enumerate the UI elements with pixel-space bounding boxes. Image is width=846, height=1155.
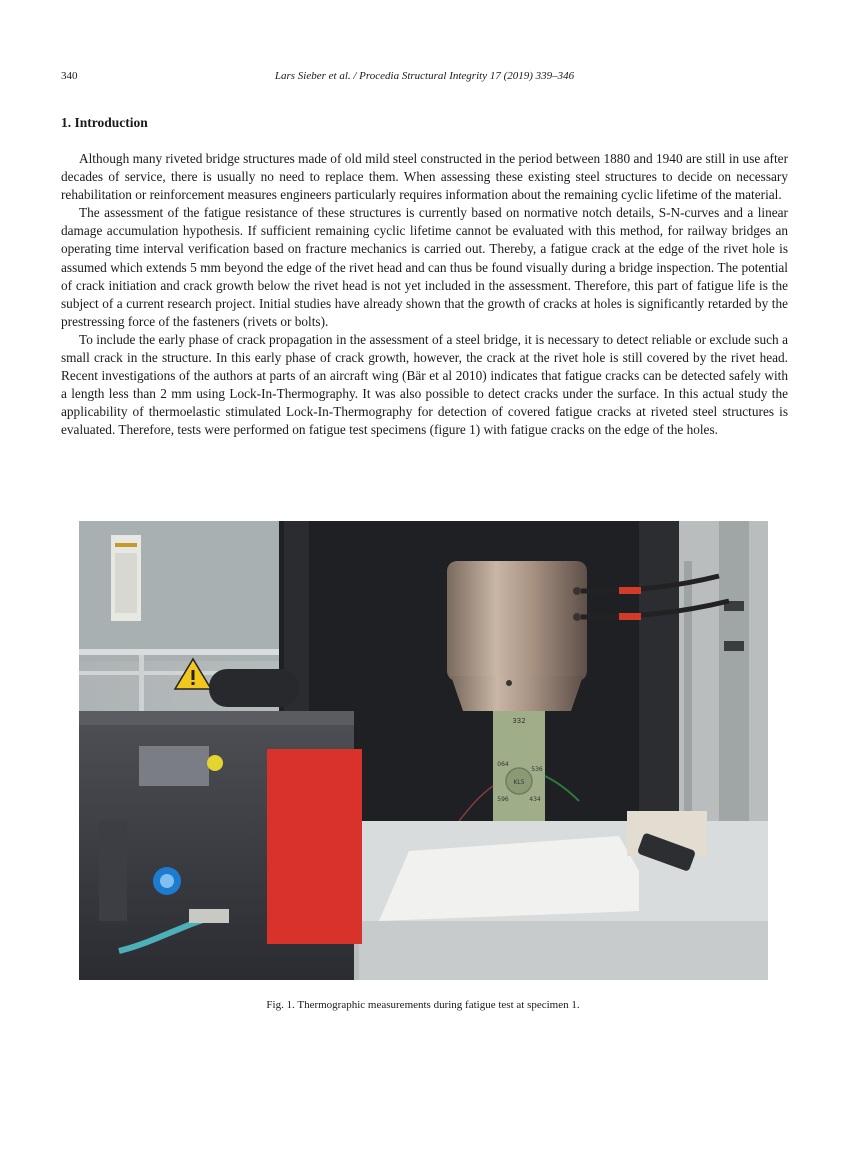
railing <box>79 649 279 655</box>
paragraph: The assessment of the fatigue resistance of these structures is currently based on normative notch details, S-N-curves and a linear damage accumulation hypothesis. If sufficient remaining cyclic lifetime cannot be evaluated with this method, for railway bridges an operating time interval verification based on fracture mechanics is carried out. Thereby, a fatigue crack at the edge of the rivet hole is assumed which extends 5 mm beyond the edge of the rivet head and can thus be found visually during a bridge inspection. The potential of crack initiation and crack growth below the rivet head is not yet included in the assessment. Therefore, this part of fatigue life is the subject of a current research project. Initial studies have already shown that the growth of cracks at holes is significantly retarded by the prestressing force of the fasteners (rivets or bolts). <box>61 205 788 329</box>
page-header <box>61 70 788 86</box>
figure-caption: Fig. 1. Thermographic measurements during fatigue test at specimen 1. <box>266 999 580 1011</box>
specimen-label-upper-left: 064 <box>497 761 509 768</box>
camera-lens <box>209 669 299 707</box>
paragraph: Although many riveted bridge structures made of old mild steel constructed in the period between 1880 and 1940 are still in use after decades of service, there is usually no need to replace them. When assessing these existing steel structures to decide on necessary rehabilitation or reinforcement measures engineers particularly requires information about the remaining cyclic lifetime of the material. <box>61 151 788 203</box>
specimen-label-upper-right: 536 <box>531 766 543 773</box>
load-cylinder <box>447 561 587 681</box>
paragraph: To include the early phase of crack propagation in the assessment of a steel bridge, it is necessary to detect reliable or exclude such a small crack in the structure. In this early phase of crack growth, however, the crack at the rivet hole is still covered by the rivet head. Recent investigations of the authors at parts of an aircraft wing (Bär et al 2010) indicates that fatigue cracks can be detected safely with a length less than 2 mm using Lock-In-Thermography. It was also possible to detect cracks under the surface. In this actual study the applicability of thermoelastic stimulated Lock-In-Thermography for detection of covered fatigue cracks at riveted steel structures is evaluated. Therefore, tests were performed on fatigue test specimens (figure 1) with fatigue cracks on the edge of the holes. <box>61 331 788 438</box>
left-panel <box>79 521 279 661</box>
body-text <box>61 150 788 440</box>
specimen-label-lower-right: 434 <box>529 796 541 803</box>
figure-photo <box>79 521 768 980</box>
page-number: 340 <box>61 70 78 82</box>
running-head: Lars Sieber et al. / Procedia Structural Integrity 17 (2019) 339–346 <box>274 70 575 82</box>
section-title: 1. Introduction <box>61 115 148 130</box>
camera-red-panel <box>267 749 362 944</box>
specimen-label-top: 332 <box>512 717 526 725</box>
specimen-label-center: KL5 <box>513 779 525 786</box>
specimen-label-lower-left: 596 <box>497 796 509 803</box>
